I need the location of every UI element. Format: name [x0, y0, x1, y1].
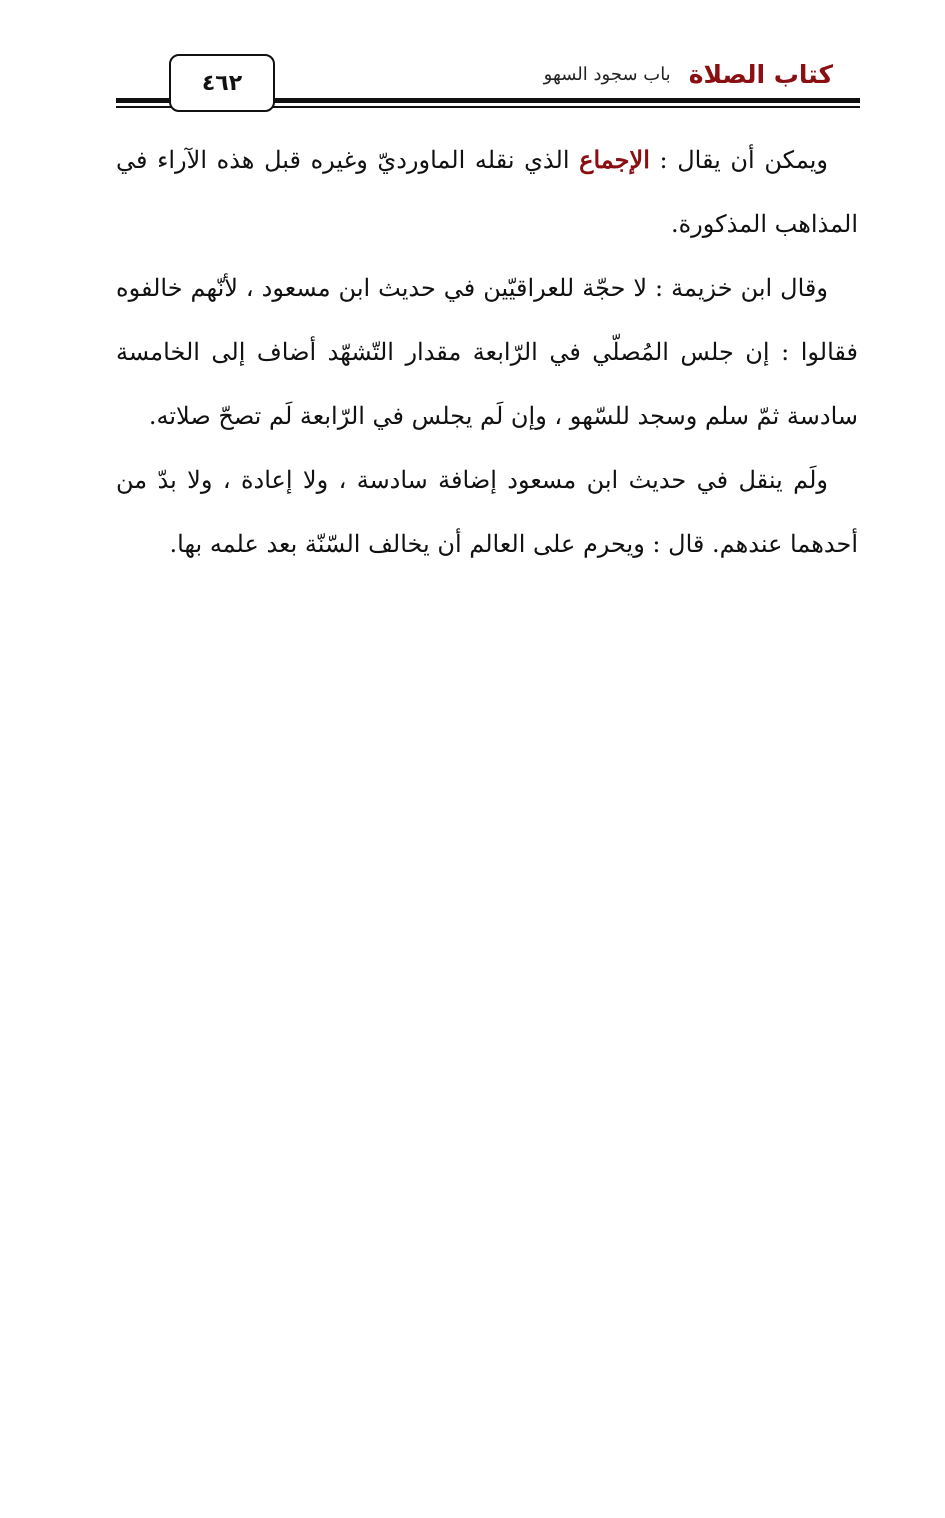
paragraph-2: وقال ابن خزيمة : لا حجّة للعراقيّين في حديث ابن مسعود ، لأنّهم خالفوه فقالوا : إن جلس المُصلّي في الرّابعة مقدار التّشهّد أضاف إلى الخامسة سادسة ثمّ سلم وسجد للسّهو ، وإن لَم يجلس في الرّابعة لَم تصحّ صلاته. — [116, 274, 858, 430]
paragraph-1-start: ويمكن أن يقال : — [659, 146, 828, 174]
page-number: ٤٦٢ — [201, 70, 243, 96]
paragraph-3: ولَم ينقل في حديث ابن مسعود إضافة سادسة ، ولا إعادة ، ولا بدّ من أحدهما عندهم. قال : ويحرم على العالم أن يخالف السّنّة بعد علمه بها. — [116, 466, 858, 558]
chapter-title: باب سجود السهو — [543, 63, 671, 85]
paragraph-1 — [116, 128, 858, 256]
highlighted-term: الإجماع — [579, 145, 650, 174]
page-number-box — [169, 54, 275, 112]
body-text — [116, 128, 858, 576]
book-title: كتاب الصلاة — [688, 59, 833, 89]
running-header — [544, 54, 833, 94]
paragraph-1-end: الذي نقله الماورديّ وغيره قبل هذه الآراء في المذاهب المذكورة. — [116, 146, 858, 238]
